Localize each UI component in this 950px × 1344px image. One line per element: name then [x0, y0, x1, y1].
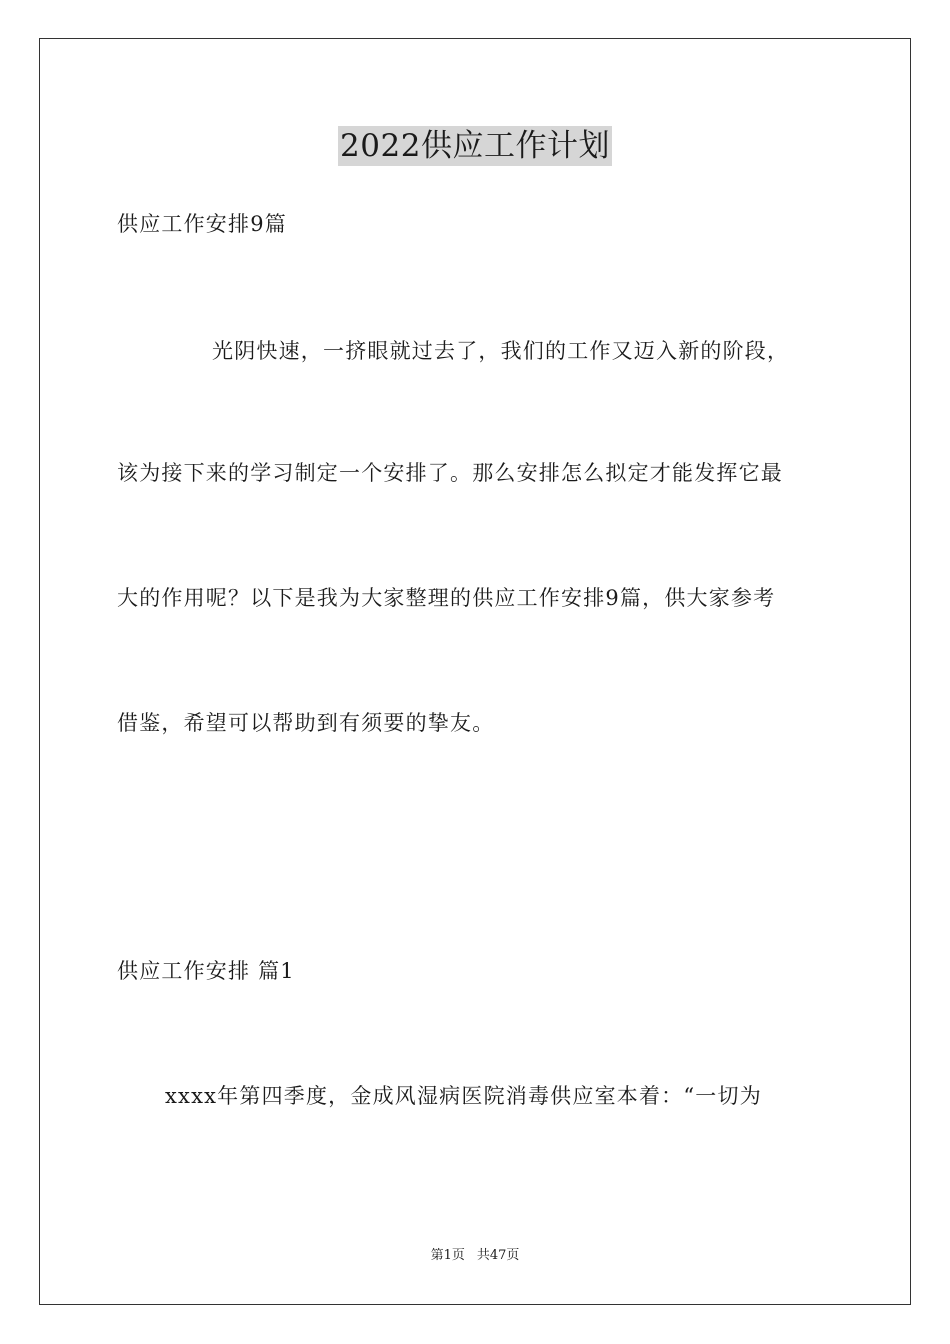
page-footer	[0, 1248, 950, 1264]
page-number-current: 第1页	[430, 1248, 465, 1263]
page-number-total: 共47页	[476, 1248, 520, 1263]
title-container	[0, 126, 950, 166]
document-subtitle: 供应工作安排9篇	[117, 212, 287, 236]
intro-line-2: 该为接下来的学习制定一个安排了。那么安排怎么拟定才能发挥它最	[117, 461, 783, 485]
intro-line-4: 借鉴，希望可以帮助到有须要的挚友。	[117, 711, 495, 735]
intro-line-1: 光阴快速，一挤眼就过去了，我们的工作又迈入新的阶段，	[212, 339, 790, 363]
document-title: 2022供应工作计划	[340, 128, 610, 164]
section-line-1: xxxx年第四季度，金成风湿病医院消毒供应室本着：“一切为	[165, 1084, 762, 1108]
section-heading: 供应工作安排 篇1	[117, 959, 295, 983]
intro-line-3: 大的作用呢？以下是我为大家整理的供应工作安排9篇，供大家参考	[117, 586, 776, 610]
